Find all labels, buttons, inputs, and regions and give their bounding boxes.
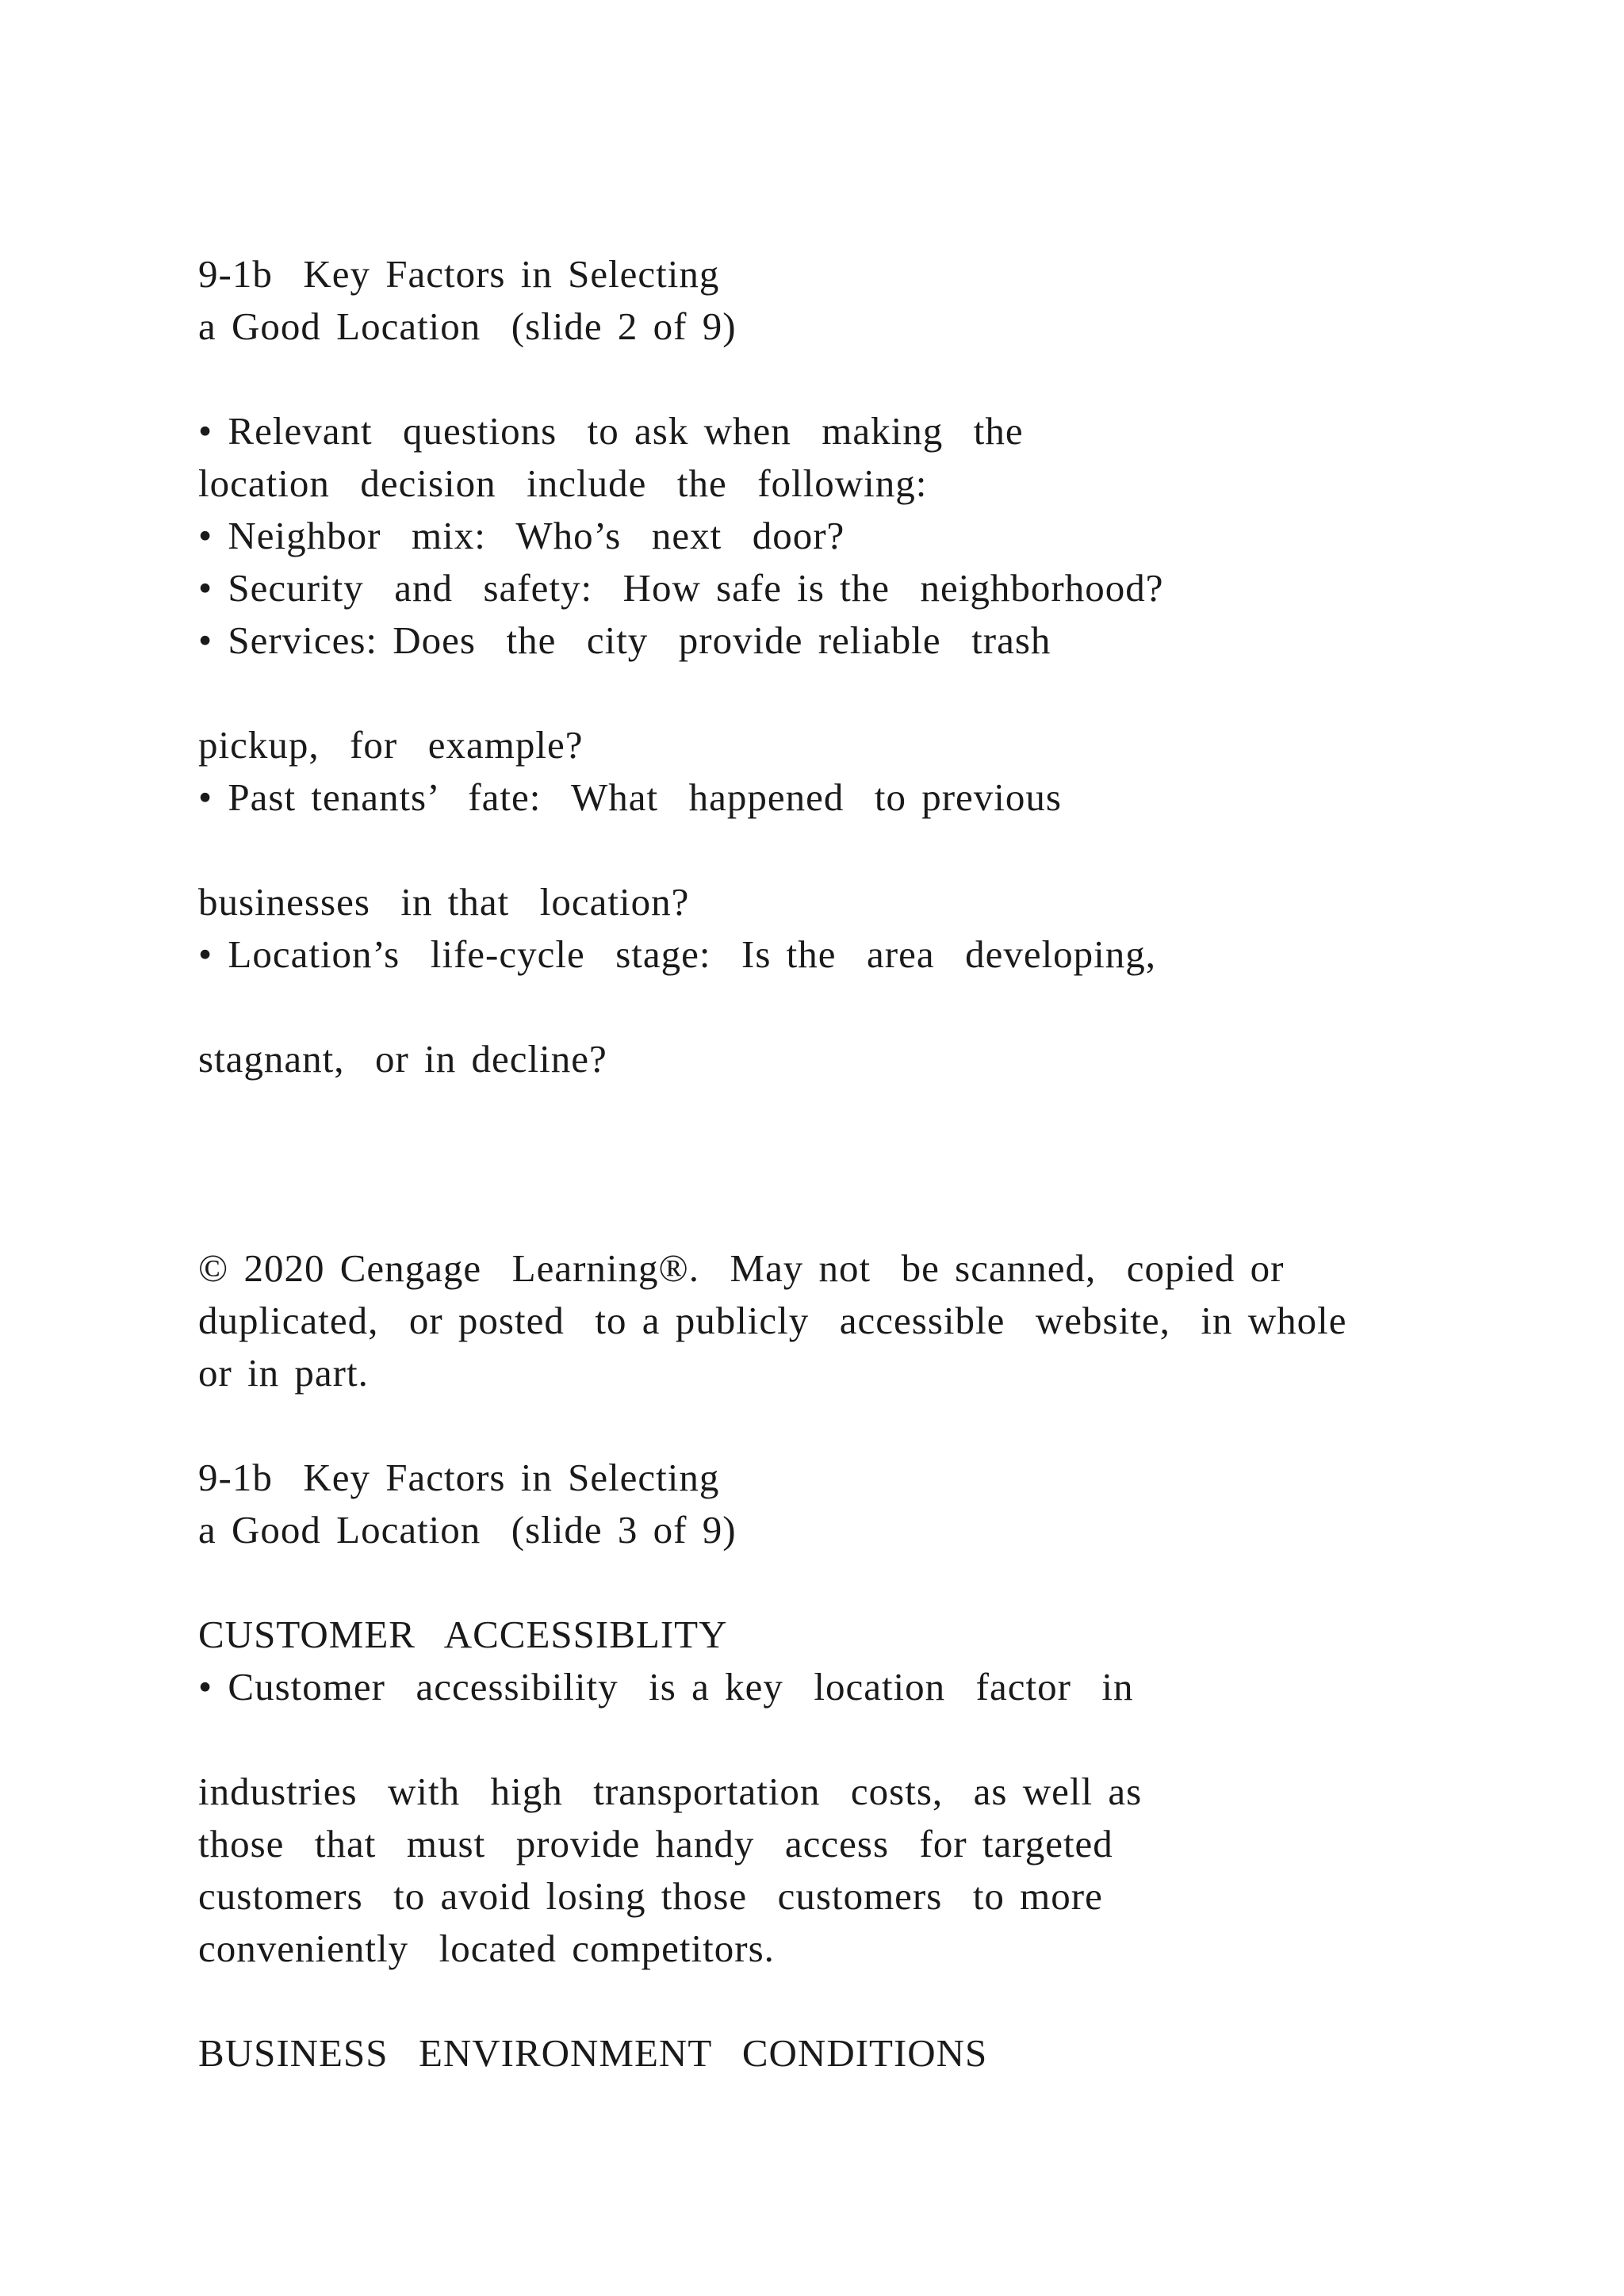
- slide3-title-line2: a Good Location (slide 3 of 9): [198, 1508, 737, 1552]
- body-line2: those that must provide handy access for targeted: [198, 1822, 1113, 1866]
- slide2-intro-line1: • Relevant questions to ask when making the: [198, 409, 1024, 453]
- bullet-neighbor-mix: • Neighbor mix: Who’s next door?: [198, 514, 845, 557]
- copyright-line2: duplicated, or posted to a publicly accessible website, in whole: [198, 1299, 1347, 1342]
- bullet-services-line2: pickup, for example?: [198, 723, 584, 767]
- slide2-title-line2: a Good Location (slide 2 of 9): [198, 304, 737, 348]
- body-line4: conveniently located competitors.: [198, 1927, 775, 1970]
- bullet-past-tenants-line1: • Past tenants’ fate: What happened to previous: [198, 775, 1062, 819]
- bullet-customer-line1: • Customer accessibility is a key location factor in: [198, 1665, 1134, 1709]
- heading-business-environment: BUSINESS ENVIRONMENT CONDITIONS: [198, 2031, 988, 2075]
- bullet-security-safety: • Security and safety: How safe is the neighborhood?: [198, 566, 1164, 610]
- bullet-lifecycle-line1: • Location’s life-cycle stage: Is the area developing,: [198, 932, 1157, 976]
- body-line1: industries with high transportation costs, as well as: [198, 1770, 1143, 1813]
- slide2-title-line1: 9-1b Key Factors in Selecting: [198, 252, 720, 296]
- bullet-past-tenants-line2: businesses in that location?: [198, 880, 690, 924]
- heading-customer-accessibility: CUSTOMER ACCESSIBLITY: [198, 1613, 728, 1656]
- slide3-title-line1: 9-1b Key Factors in Selecting: [198, 1456, 720, 1499]
- body-line3: customers to avoid losing those customers to more: [198, 1874, 1103, 1918]
- copyright-line1: © 2020 Cengage Learning®. May not be scanned, copied or: [198, 1246, 1285, 1290]
- bullet-lifecycle-line2: stagnant, or in decline?: [198, 1037, 607, 1081]
- slide2-intro-line2: location decision include the following:: [198, 461, 928, 505]
- copyright-line3: or in part.: [198, 1351, 369, 1395]
- bullet-services-line1: • Services: Does the city provide reliable trash: [198, 618, 1051, 662]
